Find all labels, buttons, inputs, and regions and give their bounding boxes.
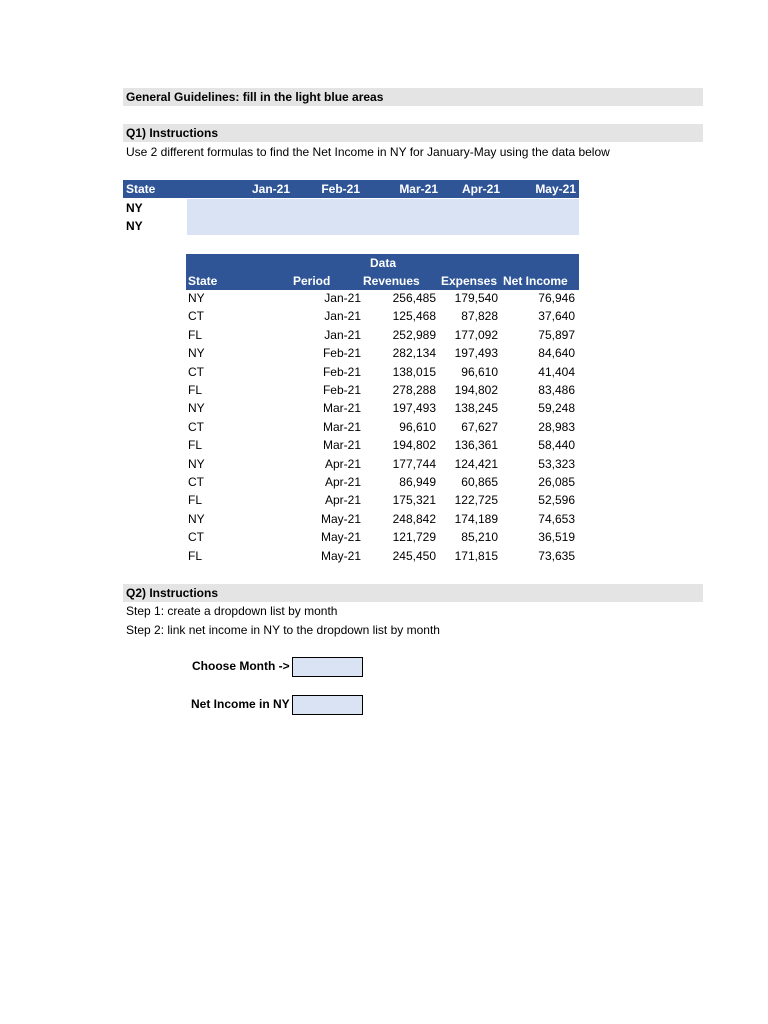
q1-header-jan: Jan-21 bbox=[251, 182, 290, 196]
cell-expenses: 60,865 bbox=[461, 475, 498, 489]
column-header-expenses: Expenses bbox=[441, 274, 498, 288]
cell-state: NY bbox=[188, 401, 205, 416]
cell-revenues: 96,610 bbox=[399, 419, 436, 434]
net-income-ny-label: Net Income in NY bbox=[191, 697, 290, 711]
cell-period: Apr-21 bbox=[324, 493, 361, 508]
cell-net-income: 83,486 bbox=[538, 383, 575, 397]
cell-expenses: 174,189 bbox=[454, 511, 498, 526]
q1-header-feb: Feb-21 bbox=[321, 182, 360, 196]
cell-state: CT bbox=[188, 530, 204, 545]
cell-state: FL bbox=[188, 327, 203, 342]
cell-net-income: 84,640 bbox=[538, 346, 575, 361]
cell-net-income: 36,519 bbox=[538, 530, 575, 545]
cell-net-income: 73,635 bbox=[538, 548, 575, 563]
cell-state: CT bbox=[188, 309, 204, 324]
cell-period: Jan-21 bbox=[324, 327, 361, 342]
cell-net-income: 26,085 bbox=[538, 475, 575, 489]
cell-net-income: 75,897 bbox=[538, 327, 575, 342]
q1-title: Q1) Instructions bbox=[126, 126, 219, 140]
cell-period: Apr-21 bbox=[324, 475, 361, 489]
cell-net-income: 37,640 bbox=[538, 309, 575, 324]
cell-state: NY bbox=[188, 291, 205, 305]
q2-step-1: Step 1: create a dropdown list by month bbox=[126, 604, 338, 618]
q1-header-state: State bbox=[126, 182, 156, 196]
cell-period: May-21 bbox=[320, 548, 361, 563]
cell-revenues: 245,450 bbox=[392, 548, 436, 563]
cell-revenues: 175,321 bbox=[392, 493, 436, 508]
cell-expenses: 85,210 bbox=[461, 530, 498, 545]
cell-period: Feb-21 bbox=[322, 383, 361, 397]
cell-revenues: 194,802 bbox=[392, 438, 436, 453]
cell-revenues: 252,989 bbox=[392, 327, 436, 342]
cell-expenses: 197,493 bbox=[454, 346, 498, 361]
cell-state: CT bbox=[188, 419, 204, 434]
cell-expenses: 136,361 bbox=[454, 438, 498, 453]
cell-state: CT bbox=[188, 475, 204, 489]
cell-period: Jan-21 bbox=[324, 291, 361, 305]
cell-state: FL bbox=[188, 493, 203, 508]
cell-state: FL bbox=[188, 548, 203, 563]
cell-expenses: 177,092 bbox=[454, 327, 498, 342]
column-header-period: Period bbox=[293, 274, 331, 288]
cell-net-income: 76,946 bbox=[538, 291, 575, 305]
column-header-net-income: Net Income bbox=[503, 274, 568, 288]
cell-revenues: 177,744 bbox=[392, 456, 436, 471]
cell-state: NY bbox=[188, 346, 205, 361]
cell-expenses: 179,540 bbox=[454, 291, 498, 305]
cell-expenses: 67,627 bbox=[461, 419, 498, 434]
cell-period: May-21 bbox=[320, 530, 361, 545]
q1-row-state: NY bbox=[126, 219, 143, 233]
column-header-state: State bbox=[188, 274, 218, 288]
cell-net-income: 58,440 bbox=[538, 438, 575, 453]
cell-expenses: 96,610 bbox=[461, 364, 498, 379]
cell-revenues: 86,949 bbox=[399, 475, 436, 489]
choose-month-input[interactable] bbox=[292, 657, 363, 677]
cell-expenses: 138,245 bbox=[454, 401, 498, 416]
cell-period: Mar-21 bbox=[322, 401, 361, 416]
q1-instructions-text: Use 2 different formulas to find the Net Income in NY for January-May using the data below bbox=[126, 145, 610, 159]
cell-net-income: 59,248 bbox=[538, 401, 575, 416]
cell-period: Jan-21 bbox=[324, 309, 361, 324]
q1-answer-input-area[interactable] bbox=[187, 199, 579, 235]
cell-state: NY bbox=[188, 511, 205, 526]
cell-revenues: 197,493 bbox=[392, 401, 436, 416]
q2-title: Q2) Instructions bbox=[126, 586, 219, 600]
cell-revenues: 125,468 bbox=[392, 309, 436, 324]
cell-period: Apr-21 bbox=[324, 456, 361, 471]
q2-step-2: Step 2: link net income in NY to the dropdown list by month bbox=[126, 623, 440, 637]
cell-revenues: 138,015 bbox=[392, 364, 436, 379]
cell-state: CT bbox=[188, 364, 204, 379]
cell-expenses: 87,828 bbox=[461, 309, 498, 324]
choose-month-label: Choose Month -> bbox=[192, 659, 290, 673]
cell-expenses: 124,421 bbox=[454, 456, 498, 471]
cell-period: Feb-21 bbox=[322, 364, 361, 379]
data-group-label: Data bbox=[369, 256, 396, 270]
cell-net-income: 53,323 bbox=[538, 456, 575, 471]
cell-net-income: 52,596 bbox=[538, 493, 575, 508]
cell-period: May-21 bbox=[320, 511, 361, 526]
cell-revenues: 121,729 bbox=[392, 530, 436, 545]
cell-expenses: 122,725 bbox=[454, 493, 498, 508]
column-header-revenues: Revenues bbox=[363, 274, 420, 288]
general-guidelines-text: General Guidelines: fill in the light blue areas bbox=[126, 90, 384, 104]
cell-revenues: 248,842 bbox=[392, 511, 436, 526]
cell-revenues: 256,485 bbox=[392, 291, 436, 305]
cell-expenses: 194,802 bbox=[454, 383, 498, 397]
q1-header-may: May-21 bbox=[535, 182, 576, 196]
cell-net-income: 28,983 bbox=[538, 419, 575, 434]
cell-revenues: 278,288 bbox=[392, 383, 436, 397]
cell-state: NY bbox=[188, 456, 205, 471]
cell-period: Mar-21 bbox=[322, 419, 361, 434]
cell-revenues: 282,134 bbox=[392, 346, 436, 361]
cell-net-income: 41,404 bbox=[538, 364, 575, 379]
cell-expenses: 171,815 bbox=[454, 548, 498, 563]
cell-state: FL bbox=[188, 438, 203, 453]
cell-period: Feb-21 bbox=[322, 346, 361, 361]
cell-net-income: 74,653 bbox=[538, 511, 575, 526]
cell-state: FL bbox=[188, 383, 203, 397]
cell-period: Mar-21 bbox=[322, 438, 361, 453]
q1-row-state: NY bbox=[126, 201, 143, 215]
q1-header-mar: Mar-21 bbox=[399, 182, 438, 196]
net-income-ny-input[interactable] bbox=[292, 695, 363, 715]
q1-header-apr: Apr-21 bbox=[461, 182, 500, 196]
